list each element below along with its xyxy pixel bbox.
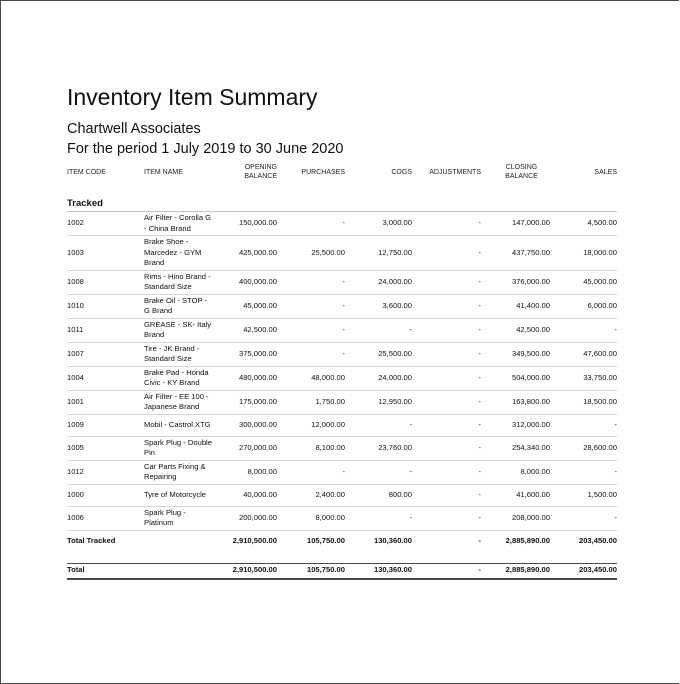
purchases-cell: 8,100.00	[277, 436, 345, 460]
closing-balance-cell: 8,000.00	[481, 460, 550, 484]
closing-balance-cell: 208,000.00	[481, 506, 550, 530]
item-code-cell: 1009	[67, 414, 144, 436]
table-row	[67, 342, 617, 366]
grand-total-adjustments: -	[412, 563, 481, 579]
purchases-cell: 25,500.00	[277, 236, 345, 271]
cogs-cell: 800.00	[345, 484, 412, 506]
cogs-cell: 12,750.00	[345, 236, 412, 271]
cogs-cell: -	[345, 414, 412, 436]
sales-cell: 4,500.00	[550, 212, 617, 236]
cogs-cell: 12,950.00	[345, 390, 412, 414]
sales-cell: 28,600.00	[550, 436, 617, 460]
item-name-cell: Car Parts Fixing & Repairing	[144, 460, 214, 484]
purchases-cell: -	[277, 212, 345, 236]
purchases-cell: 8,000.00	[277, 506, 345, 530]
adjustments-cell: -	[412, 366, 481, 390]
section-row	[67, 183, 617, 212]
total-tracked-purchases: 105,750.00	[306, 536, 345, 546]
closing-balance-cell: 376,000.00	[481, 270, 550, 294]
item-code-cell: 1001	[67, 390, 144, 414]
cogs-cell: 25,500.00	[345, 342, 412, 366]
cogs-cell: 23,760.00	[345, 436, 412, 460]
opening-balance-cell: 480,000.00	[214, 366, 277, 390]
adjustments-cell: -	[412, 236, 481, 271]
item-name-cell: Air Filter - EE 100 - Japanese Brand	[144, 390, 214, 414]
header-closing-line-1: CLOSING	[505, 164, 538, 171]
header-item-name: ITEM NAME	[144, 168, 183, 176]
item-code-cell: 1005	[67, 436, 144, 460]
adjustments-cell: -	[412, 342, 481, 366]
item-code-cell: 1011	[67, 318, 144, 342]
adjustments-cell: -	[412, 436, 481, 460]
sales-cell: -	[550, 318, 617, 342]
sales-cell: 18,500.00	[550, 390, 617, 414]
grand-total-closing: 2,885,890.00	[481, 563, 550, 579]
closing-balance-cell: 312,000.00	[481, 414, 550, 436]
total-tracked-row	[67, 530, 617, 553]
closing-balance-cell: 147,000.00	[481, 212, 550, 236]
opening-balance-cell: 270,000.00	[214, 436, 277, 460]
header-purchases: PURCHASES	[301, 168, 345, 176]
adjustments-cell: -	[412, 390, 481, 414]
cogs-cell: -	[345, 460, 412, 484]
opening-balance-cell: 45,000.00	[214, 294, 277, 318]
item-name-cell: Brake Shoe - Marcedez - GYM Brand	[144, 236, 214, 271]
item-code-cell: 1003	[67, 236, 144, 271]
opening-balance-cell: 40,000.00	[214, 484, 277, 506]
purchases-cell: -	[277, 342, 345, 366]
report-title: Inventory Item Summary	[67, 84, 318, 110]
header-adjustments: ADJUSTMENTS	[429, 168, 481, 176]
cogs-cell: 24,000.00	[345, 366, 412, 390]
purchases-cell: 12,000.00	[277, 414, 345, 436]
item-name-cell: Brake Oil - STOP - G Brand	[144, 294, 214, 318]
item-name-cell: Rims - Hino Brand - Standard Size	[144, 270, 214, 294]
sales-cell: 45,000.00	[550, 270, 617, 294]
item-code-cell: 1006	[67, 506, 144, 530]
item-code-cell: 1002	[67, 212, 144, 236]
cogs-cell: 3,000.00	[345, 212, 412, 236]
grand-total-opening: 2,910,500.00	[214, 563, 277, 579]
item-name-cell: GREASE - SK- Italy Brand	[144, 318, 214, 342]
table-row	[67, 390, 617, 414]
total-tracked-cogs: 130,360.00	[373, 536, 412, 546]
purchases-cell: -	[277, 294, 345, 318]
cogs-cell: 24,000.00	[345, 270, 412, 294]
adjustments-cell: -	[412, 460, 481, 484]
item-code-cell: 1000	[67, 484, 144, 506]
sales-cell: 47,600.00	[550, 342, 617, 366]
table-header-row	[67, 161, 617, 183]
sales-cell: -	[550, 414, 617, 436]
purchases-cell: 1,750.00	[277, 390, 345, 414]
purchases-cell: 2,400.00	[277, 484, 345, 506]
inventory-table	[67, 161, 617, 580]
opening-balance-cell: 200,000.00	[214, 506, 277, 530]
item-code-cell: 1008	[67, 270, 144, 294]
closing-balance-cell: 41,400.00	[481, 294, 550, 318]
adjustments-cell: -	[412, 294, 481, 318]
item-name-cell: Tyre of Motorcycle	[144, 484, 214, 506]
opening-balance-cell: 8,000.00	[214, 460, 277, 484]
section-label: Tracked	[67, 183, 617, 212]
header-cogs: COGS	[391, 168, 412, 176]
item-name-cell: Spark Plug - Double Pin	[144, 436, 214, 460]
adjustments-cell: -	[412, 212, 481, 236]
closing-balance-cell: 42,500.00	[481, 318, 550, 342]
header-closing-balance	[481, 161, 550, 183]
cogs-cell: -	[345, 506, 412, 530]
opening-balance-cell: 42,500.00	[214, 318, 277, 342]
table-row	[67, 366, 617, 390]
sales-cell: 33,750.00	[550, 366, 617, 390]
item-name-cell: Mobil - Castrol XTG	[144, 414, 214, 436]
header-item-code: ITEM CODE	[67, 168, 106, 176]
header-opening-balance: OPENING BALANCE	[244, 164, 277, 180]
table-body	[67, 183, 617, 530]
item-name-cell: Tire - JK Brand - Standard Size	[144, 342, 214, 366]
cogs-cell: -	[345, 318, 412, 342]
opening-balance-cell: 300,000.00	[214, 414, 277, 436]
closing-balance-cell: 437,750.00	[481, 236, 550, 271]
total-tracked-sales: 203,450.00	[578, 536, 617, 546]
grand-total-sales: 203,450.00	[550, 563, 617, 579]
item-code-cell: 1012	[67, 460, 144, 484]
purchases-cell: -	[277, 270, 345, 294]
purchases-cell: -	[277, 460, 345, 484]
table-row	[67, 294, 617, 318]
table-row	[67, 506, 617, 530]
closing-balance-cell: 41,600.00	[481, 484, 550, 506]
grand-total-cogs: 130,360.00	[345, 563, 412, 579]
closing-balance-cell: 254,340.00	[481, 436, 550, 460]
grand-total-purchases: 105,750.00	[277, 563, 345, 579]
item-code-cell: 1010	[67, 294, 144, 318]
adjustments-cell: -	[412, 414, 481, 436]
total-tracked-closing: 2,885,890.00	[505, 536, 550, 546]
adjustments-cell: -	[412, 318, 481, 342]
sales-cell: 1,500.00	[550, 484, 617, 506]
opening-balance-cell: 400,000.00	[214, 270, 277, 294]
table-row	[67, 436, 617, 460]
inventory-report	[67, 83, 617, 580]
company-name: Chartwell Associates	[67, 121, 201, 137]
table-row	[67, 270, 617, 294]
total-tracked-opening: 2,910,500.00	[232, 536, 277, 546]
closing-balance-cell: 504,000.00	[481, 366, 550, 390]
total-tracked-adjustments: -	[478, 536, 481, 546]
sales-cell: 6,000.00	[550, 294, 617, 318]
item-name-cell: Spark Plug - Platinum	[144, 506, 214, 530]
item-code-cell: 1007	[67, 342, 144, 366]
report-period: For the period 1 July 2019 to 30 June 2020	[67, 141, 344, 157]
total-tracked-label: Total Tracked	[67, 536, 116, 546]
table-row	[67, 460, 617, 484]
header-sales: SALES	[594, 168, 617, 176]
adjustments-cell: -	[412, 506, 481, 530]
closing-balance-cell: 163,800.00	[481, 390, 550, 414]
opening-balance-cell: 375,000.00	[214, 342, 277, 366]
table-row	[67, 318, 617, 342]
item-name-cell: Air Filter - Corolla G - China Brand	[144, 212, 214, 236]
item-name-cell: Brake Pad - Honda Civic - KY Brand	[144, 366, 214, 390]
table-row	[67, 236, 617, 271]
table-row	[67, 414, 617, 436]
sales-cell: 18,000.00	[550, 236, 617, 271]
opening-balance-cell: 175,000.00	[214, 390, 277, 414]
closing-balance-cell: 349,500.00	[481, 342, 550, 366]
item-code-cell: 1004	[67, 366, 144, 390]
sales-cell: -	[550, 506, 617, 530]
grand-total-label: Total	[67, 563, 214, 579]
table-row	[67, 212, 617, 236]
total-separator	[67, 553, 617, 564]
opening-balance-cell: 425,000.00	[214, 236, 277, 271]
separator-cell	[67, 553, 617, 564]
opening-balance-cell: 150,000.00	[214, 212, 277, 236]
grand-total-row	[67, 563, 617, 579]
table-row	[67, 484, 617, 506]
purchases-cell: 48,000.00	[277, 366, 345, 390]
sales-cell: -	[550, 460, 617, 484]
header-closing-line-2: BALANCE	[505, 173, 538, 180]
adjustments-cell: -	[412, 270, 481, 294]
cogs-cell: 3,600.00	[345, 294, 412, 318]
table-totals	[67, 530, 617, 579]
purchases-cell: -	[277, 318, 345, 342]
adjustments-cell: -	[412, 484, 481, 506]
